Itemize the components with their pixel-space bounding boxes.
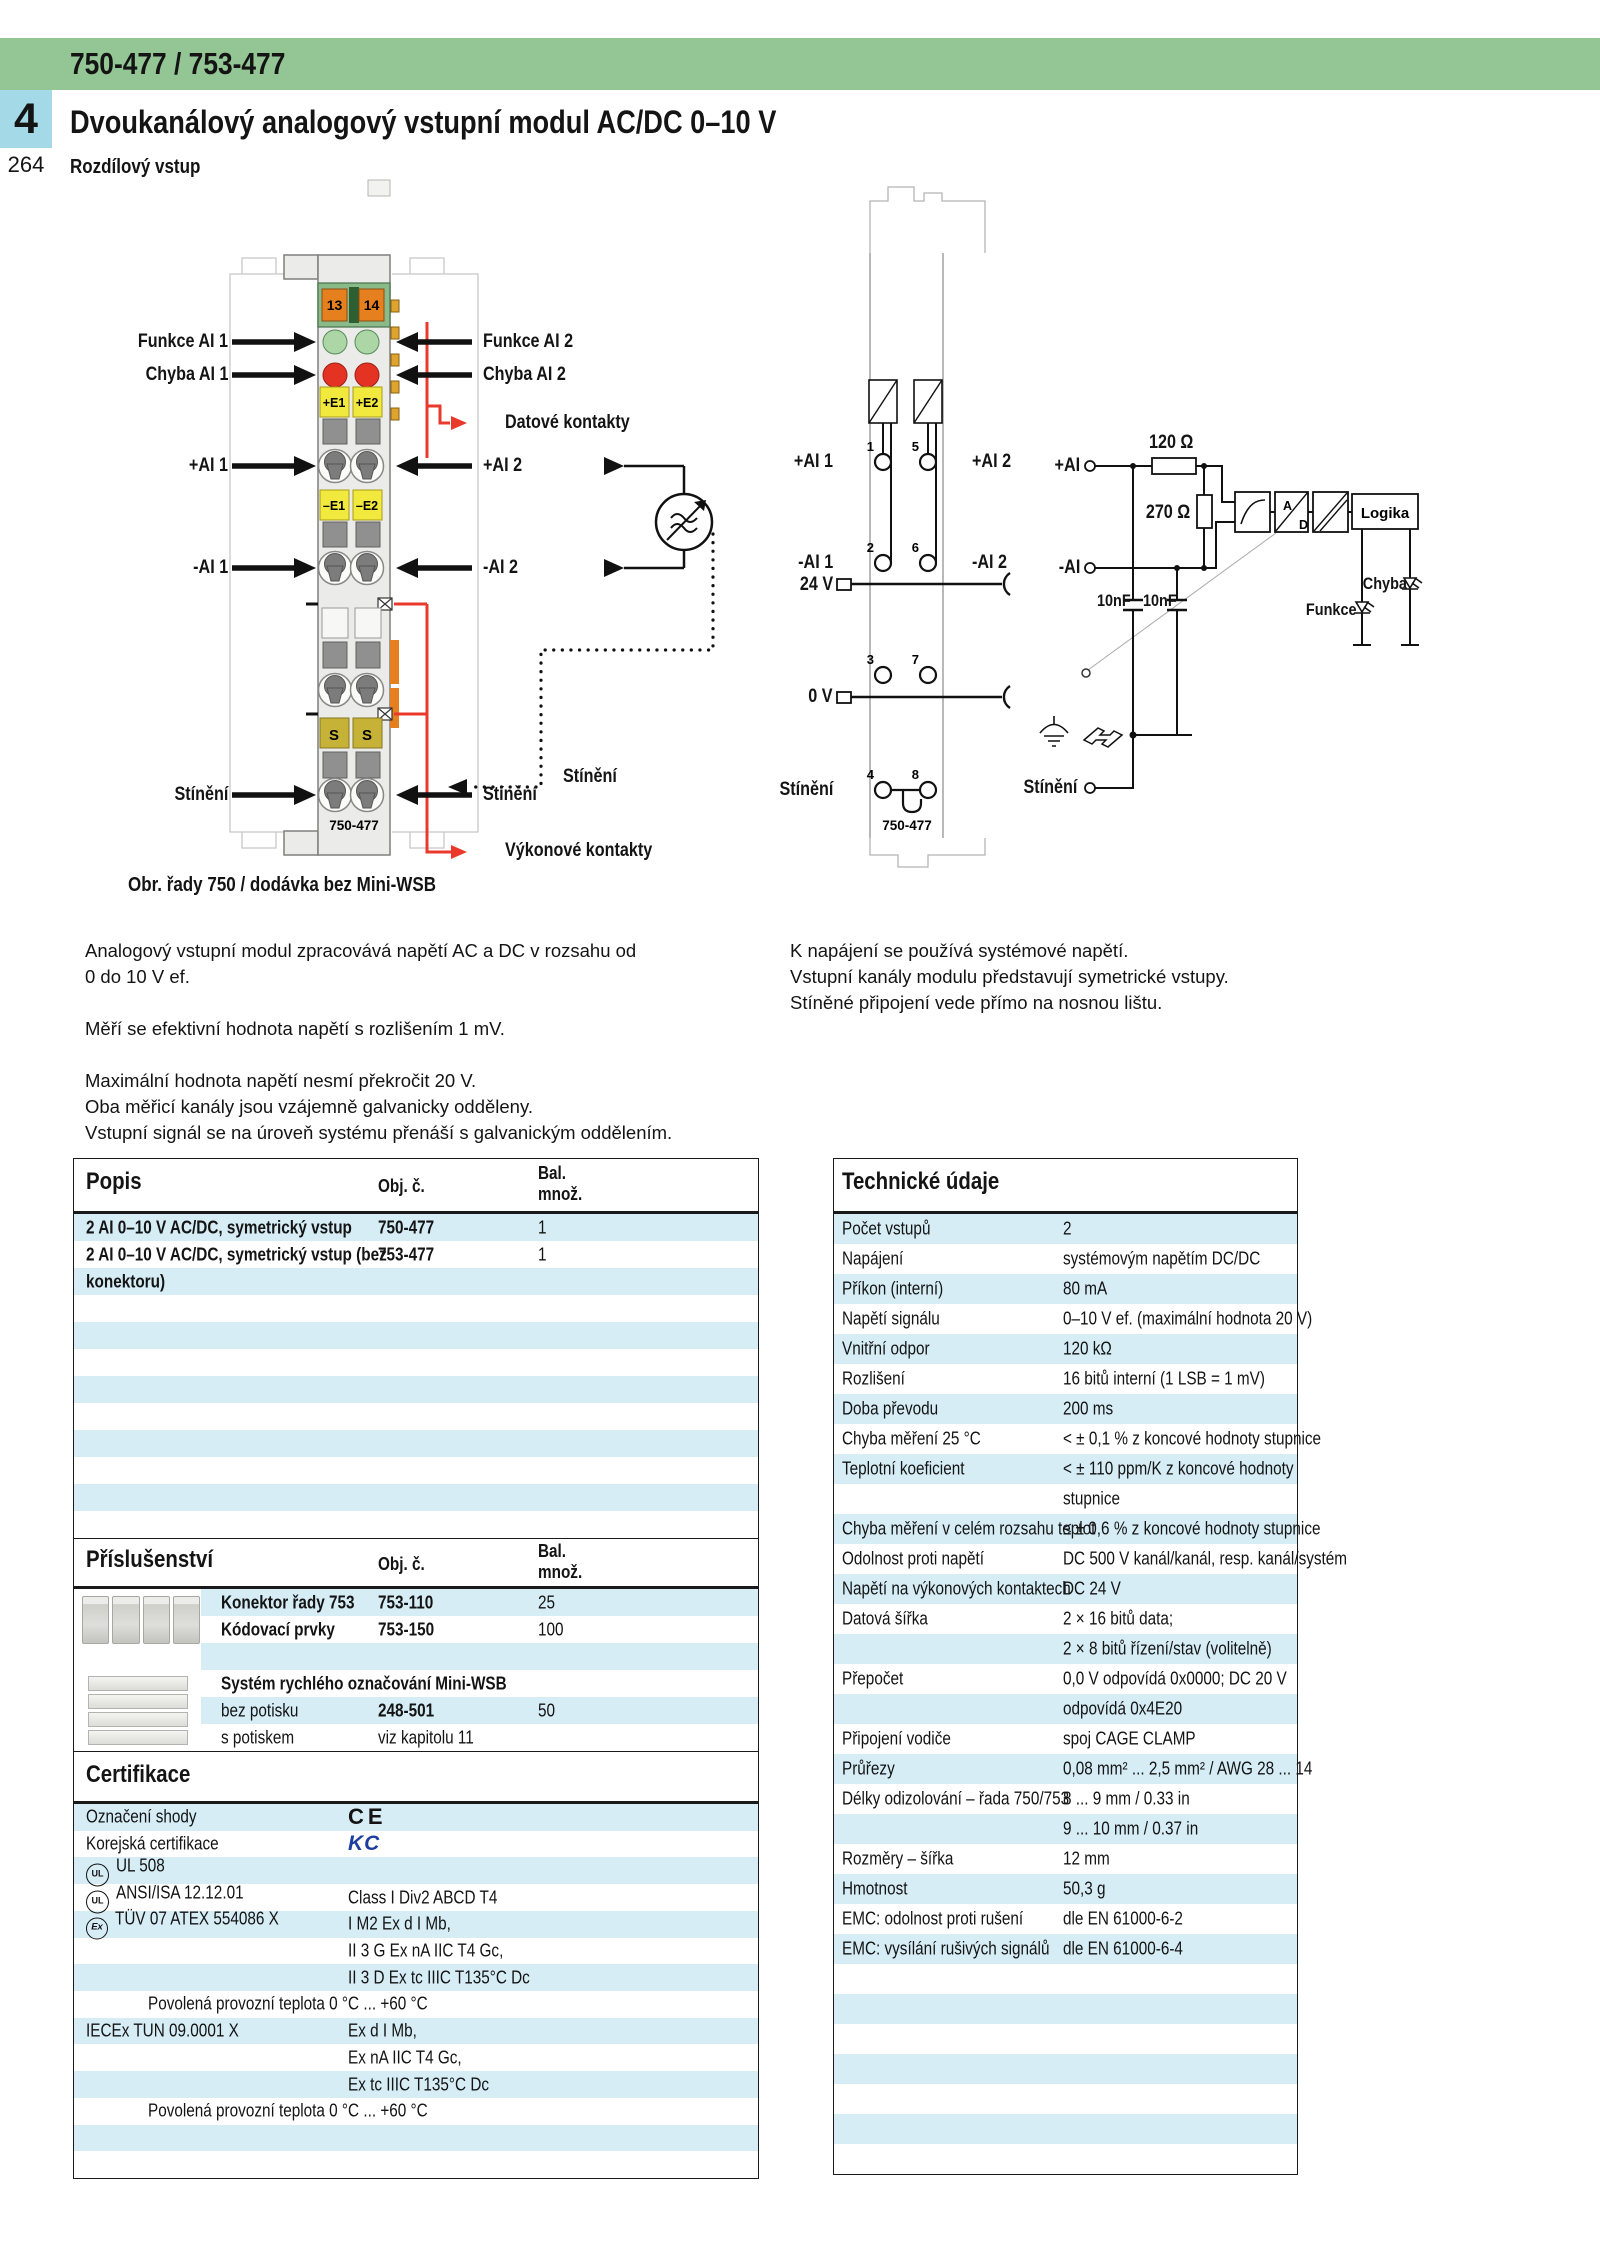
ul-icon: UL [86, 1863, 109, 1886]
module-bottom-foot [284, 831, 318, 855]
functional-earth-icon [1040, 716, 1068, 746]
terminal-n1: 1 [866, 439, 874, 454]
table-cell: Teplotní koeficient [842, 1458, 965, 1479]
table-cell: Ex TÜV 07 ATEX 554086 X [86, 1909, 308, 1940]
certification-title: Certifikace [86, 1761, 191, 1788]
label-plus-ai1: +AI 1 [188, 455, 228, 476]
table-cell: Ex tc IIIC T135°C Dc [348, 2074, 490, 2095]
tech-title: Technické údaje [842, 1168, 1000, 1195]
table-cell: viz kapitolu 11 [378, 1727, 474, 1747]
table-cell: I M2 Ex d I Mb, [348, 1913, 451, 1934]
table-cell: 2 AI 0–10 V AC/DC, symetrický vstup (bez [86, 1244, 387, 1264]
table-cell: DC 24 V [1063, 1578, 1121, 1599]
source-arrowhead-top [604, 457, 624, 475]
tech-row [834, 1574, 1297, 1604]
table-cell: Chyba měření v celém rozsahu teplot [842, 1518, 1096, 1539]
table-cell: konektoru) [86, 1271, 166, 1291]
tech-row [834, 1904, 1297, 1934]
filter-block [1235, 492, 1270, 532]
label-plus-ai2: +AI 2 [483, 455, 523, 476]
popis-header [74, 1159, 758, 1214]
switch-contact [1082, 669, 1090, 677]
tech-row [834, 1664, 1297, 1694]
table-cell: stupnice [1063, 1488, 1120, 1509]
popis-row [74, 1484, 758, 1511]
table-cell: 9 ... 10 mm / 0.37 in [1063, 1818, 1199, 1839]
tech-header [834, 1159, 1297, 1214]
row-stripe [201, 1643, 758, 1670]
table-cell: Napájení [842, 1248, 904, 1269]
certification-row [74, 2125, 758, 2152]
popis-row [74, 1214, 758, 1241]
label-datove-kontakty: Datové kontakty [505, 412, 630, 433]
table-cell: EMC: vysílání rušivých signálů [842, 1938, 1050, 1959]
table-cell: ≤ ± 0,6 % z koncové hodnoty stupnice [1063, 1518, 1321, 1539]
supply-24v-pin [837, 579, 851, 590]
shield-dotted-arrowhead [448, 779, 467, 795]
table-cell: Připojení vodiče [842, 1728, 951, 1749]
certification-row [74, 1908, 758, 1938]
certification-row [74, 1991, 758, 2018]
label-stineni-left: Stínění [174, 784, 228, 805]
table-cell: spoj CAGE CLAMP [1063, 1728, 1196, 1749]
certification-row [74, 2151, 758, 2178]
housing-outline-top [870, 187, 985, 253]
channel-leads [883, 423, 936, 563]
contact-square [356, 752, 380, 778]
terminal-n7: 7 [911, 652, 919, 667]
table-cell: Hmotnost [842, 1878, 908, 1899]
label-funkce-ai1: Funkce AI 1 [137, 331, 228, 352]
table-cell: Vnitřní odpor [842, 1338, 930, 1359]
popis-rows [74, 1214, 758, 1538]
table-cell: II 3 D Ex tc IIIC T135°C Dc [348, 1967, 530, 1988]
product-code: 750-477 / 753-477 [70, 46, 286, 81]
wiring-label-stineni: Stínění [779, 779, 833, 800]
popis-row [74, 1403, 758, 1430]
table-cell: Ex d I Mb, [348, 2020, 417, 2041]
module-code: 750-477 [329, 818, 379, 833]
table-cell: 80 mA [1063, 1278, 1108, 1299]
table-cell: 753-110 [378, 1592, 434, 1612]
tech-row [834, 1214, 1297, 1244]
tech-row [834, 1694, 1297, 1724]
label-chyba-ai2: Chyba AI 2 [483, 364, 566, 385]
popis-row [74, 1268, 758, 1295]
marker-pe1-label: +E1 [322, 396, 346, 410]
certification-row [74, 2098, 758, 2125]
popis-row [74, 1457, 758, 1484]
wiring-label-0v: 0 V [808, 686, 833, 707]
table-cell: 120 kΩ [1063, 1338, 1112, 1359]
table-cell: 0,0 V odpovídá 0x0000; DC 20 V [1063, 1668, 1287, 1689]
table-cell: Datová šířka [842, 1608, 928, 1629]
source-figure [420, 430, 780, 810]
table-cell: Průřezy [842, 1758, 895, 1779]
tech-row [834, 1484, 1297, 1514]
chapter-tab: 4 [0, 90, 52, 148]
contact-square [356, 642, 380, 668]
source-wires [624, 466, 684, 568]
certification-row [74, 1884, 758, 1911]
tech-row [834, 1844, 1297, 1874]
certification-row [74, 2071, 758, 2098]
label-minus-ai1: -AI 1 [192, 557, 228, 578]
contact-square [323, 752, 347, 778]
intro-paragraph-2: Měří se efektivní hodnota napětí s rozlišením 1 mV. [85, 1018, 505, 1039]
table-cell: dle EN 61000-6-2 [1063, 1908, 1183, 1929]
blank-square [322, 608, 348, 638]
table-cell: Chyba měření 25 °C [842, 1428, 981, 1449]
tech-row [834, 1544, 1348, 1574]
wiring-module-code: 750-477 [882, 818, 932, 833]
certification-row [74, 2044, 758, 2071]
popis-row [74, 1349, 758, 1376]
certification-header [74, 1751, 758, 1804]
popis-row [74, 1241, 758, 1268]
table-cell: 16 bitů interní (1 LSB = 1 mV) [1063, 1368, 1265, 1389]
photo-mini-wsb [88, 1676, 188, 1746]
table-cell: Kódovací prvky [221, 1619, 335, 1639]
popis-row [74, 1295, 758, 1322]
shield-terminal [1085, 783, 1095, 793]
data-contacts-arrowhead [451, 416, 467, 430]
photo-connector-753 [82, 1592, 200, 1644]
schematic-label-minus-ai: -AI [1058, 557, 1080, 578]
table-cell: 750-477 [378, 1217, 435, 1237]
intro-paragraph-3: Maximální hodnota napětí nesmí překročit 20 V. Oba měřicí kanály jsou vzájemně galvanicky odděleny. Vstupní signál se na úroveň systému přenáší s galvanickým oddělením. [85, 1070, 673, 1143]
label-vykonove-kontakty: Výkonové kontakty [505, 840, 653, 861]
blank-square [355, 608, 381, 638]
table-cell: Rozměry – šířka [842, 1848, 954, 1869]
table-cell: Označení shody [86, 1806, 197, 1827]
tech-row [834, 1394, 1297, 1424]
table-cell: 2 [1063, 1218, 1072, 1239]
wiring-label-plus-ai2: +AI 2 [972, 451, 1012, 472]
certification-row [74, 2018, 758, 2045]
atex-ex-icon: Ex [86, 1918, 108, 1940]
schematic-label-plus-ai: +AI [1054, 455, 1080, 476]
tech-row [834, 1724, 1297, 1754]
contact-square [356, 522, 380, 547]
table-cell: 2 × 8 bitů řízení/stav (volitelně) [1063, 1638, 1272, 1659]
terminal-circles [875, 454, 936, 798]
popis-col-qty: Bal. množ. [538, 1163, 583, 1204]
table-cell: Doba převodu [842, 1398, 939, 1419]
schematic-figure [1020, 430, 1450, 800]
certification-row [74, 1857, 758, 1884]
marker-s2-label: S [361, 727, 373, 744]
page-subtitle: Rozdílový vstup [70, 156, 201, 178]
wiring-label-minus-ai2: -AI 2 [972, 552, 1008, 573]
page-title: Dvoukanálový analogový vstupní modul AC/DC 0–10 V [70, 104, 777, 140]
label-stineni-dotted: Stínění [563, 766, 617, 787]
tech-table [833, 1158, 1348, 2175]
certification-row [74, 1831, 758, 1858]
popis-row [74, 1511, 758, 1538]
power-contacts-arrowhead [451, 845, 467, 859]
led-function-ai2 [355, 330, 379, 354]
marker-me2-label: –E2 [355, 499, 379, 513]
table-cell: s potiskem [221, 1727, 295, 1747]
tech-row [834, 2114, 1297, 2144]
minus-ai-terminal [1085, 563, 1095, 573]
tech-row [834, 1514, 1321, 1544]
led-error-ai2 [355, 363, 379, 387]
popis-title: Popis [86, 1168, 142, 1195]
tech-row [834, 2054, 1297, 2084]
label-cap2: 10nF [1143, 591, 1177, 610]
ad-a-label: A [1283, 499, 1293, 513]
wiring-label-minus-ai1: -AI 1 [797, 552, 833, 573]
tech-row [834, 2024, 1297, 2054]
module-top-foot [284, 255, 318, 279]
led-error-ai1 [323, 363, 347, 387]
wiring-label-24v: 24 V [799, 574, 833, 595]
contact-square [323, 642, 347, 668]
tech-row [834, 1334, 1297, 1364]
ce-mark: CE [348, 1804, 387, 1830]
label-funkce-ai2: Funkce AI 2 [483, 331, 574, 352]
tech-row [834, 1814, 1297, 1844]
logic-label: Logika [1360, 505, 1410, 522]
table-cell: 100 [538, 1619, 564, 1639]
housing-outline-bottom [870, 838, 985, 867]
table-cell: Povolená provozní teplota 0 °C ... +60 °C [148, 1993, 428, 2014]
shield-bridge [891, 790, 921, 812]
table-cell: 2 × 16 bitů data; [1063, 1608, 1174, 1629]
accessories-col-obj: Obj. č. [378, 1554, 425, 1574]
tech-row [834, 1634, 1297, 1664]
accessories-rows [74, 1589, 758, 1751]
label-cap1: 10nF [1097, 591, 1131, 610]
side-latch [390, 640, 399, 684]
table-cell: Povolená provozní teplota 0 °C ... +60 °C [148, 2100, 428, 2121]
terminal-13-label: 13 [326, 297, 343, 313]
label-resistor-270: 270 Ω [1145, 502, 1190, 523]
variable-arrow [667, 504, 702, 540]
terminal-n4: 4 [866, 767, 874, 782]
certification-row [74, 1964, 758, 1991]
table-cell: 753-477 [378, 1244, 435, 1264]
terminal-14-label: 14 [363, 297, 380, 313]
tech-row [834, 1604, 1297, 1634]
label-chyba-led: Chyba [1362, 574, 1407, 593]
accessories-title: Příslušenství [86, 1546, 213, 1573]
resistor-120 [1152, 458, 1196, 474]
table-cell: Class I Div2 ABCD T4 [348, 1887, 498, 1908]
resistor-270 [1197, 495, 1212, 528]
led-function-ai1 [323, 330, 347, 354]
tech-row [834, 1244, 1297, 1274]
table-cell: UL UL 508 [86, 1855, 173, 1886]
table-cell: Počet vstupů [842, 1218, 931, 1239]
table-cell: odpovídá 0x4E20 [1063, 1698, 1183, 1719]
popis-row [74, 1430, 758, 1457]
table-cell: Napětí na výkonových kontaktech [842, 1578, 1071, 1599]
table-cell: Konektor řady 753 [221, 1592, 355, 1612]
tech-row [834, 2144, 1297, 2174]
intro-paragraph-1: Analogový vstupní modul zpracovává napětí AC a DC v rozsahu od 0 do 10 V ef. [85, 940, 637, 987]
table-cell: 1 [538, 1244, 547, 1264]
table-cell: Systém rychlého označování Mini-WSB [221, 1673, 507, 1693]
table-cell: Ex nA IIC T4 Gc, [348, 2047, 462, 2068]
terminal-n2: 2 [866, 540, 874, 555]
table-cell: 1 [538, 1217, 547, 1237]
table-cell: Odolnost proti napětí [842, 1548, 985, 1569]
terminal-n8: 8 [911, 767, 919, 782]
schematic-label-stineni: Stínění [1023, 777, 1077, 798]
figure-caption: Obr. řady 750 / dodávka bez Mini-WSB [128, 874, 436, 896]
marker-me1-label: –E1 [322, 499, 346, 513]
marker-s1-label: S [328, 727, 340, 744]
accessories-header [74, 1538, 758, 1589]
table-cell: bez potisku [221, 1700, 299, 1720]
din-rail-icon [1084, 728, 1122, 747]
accessories-col-qty: Bal. množ. [538, 1541, 583, 1582]
terminal-n6: 6 [911, 540, 919, 555]
table-cell: Příkon (interní) [842, 1278, 944, 1299]
supply-0v-tap [1004, 686, 1010, 708]
data-contact-pins [391, 300, 399, 420]
bus-tab [368, 180, 390, 196]
tech-row [834, 1964, 1297, 1994]
tech-rows [834, 1214, 1348, 2174]
plus-ai-terminal [1085, 461, 1095, 471]
tech-row [834, 1874, 1297, 1904]
tech-row [834, 1304, 1313, 1334]
terminal-n5: 5 [911, 439, 919, 454]
left-tables-container [73, 1158, 759, 2179]
table-cell: dle EN 61000-6-4 [1063, 1938, 1183, 1959]
wiring-label-plus-ai1: +AI 1 [793, 451, 833, 472]
table-cell: Rozlišení [842, 1368, 905, 1389]
popis-row [74, 1322, 758, 1349]
table-cell: 12 mm [1063, 1848, 1110, 1869]
marker-pe2-label: +E2 [355, 396, 379, 410]
contact-square [323, 522, 347, 547]
label-minus-ai2: -AI 2 [483, 557, 519, 578]
table-cell: 0–10 V ef. (maximální hodnota 20 V) [1063, 1308, 1313, 1329]
certification-rows [74, 1804, 758, 2178]
contact-square [323, 419, 347, 444]
tech-row [834, 1454, 1297, 1484]
certification-row [74, 1804, 758, 1831]
contact-square [356, 419, 380, 444]
label-funkce-led: Funkce [1306, 600, 1357, 619]
table-cell: 50,3 g [1063, 1878, 1106, 1899]
intro-paragraph-right: K napájení se používá systémové napětí. Vstupní kanály modulu představují symetrické vstupy. Stíněné připojení vede přímo na nosnou lištu. [790, 940, 1229, 1013]
table-cell: II 3 G Ex nA IIC T4 Gc, [348, 1940, 504, 1961]
tech-row [834, 1754, 1313, 1784]
table-cell: systémovým napětím DC/DC [1063, 1248, 1261, 1269]
tech-row [834, 1364, 1297, 1394]
label-stineni-right: Stínění [483, 784, 537, 805]
ad-d-label: D [1299, 518, 1309, 532]
ul-icon: UL [86, 1890, 109, 1913]
tech-row [834, 1424, 1322, 1454]
label-resistor-120: 120 Ω [1148, 432, 1194, 453]
table-cell: 2 AI 0–10 V AC/DC, symetrický vstup [86, 1217, 352, 1237]
certification-row [74, 1938, 758, 1965]
terminal-n3: 3 [866, 652, 874, 667]
source-arrowhead-bottom [604, 559, 624, 577]
header-bar [0, 38, 1600, 90]
table-cell: EMC: odolnost proti rušení [842, 1908, 1024, 1929]
table-cell: < ± 110 ppm/K z koncové hodnoty [1063, 1458, 1294, 1479]
table-cell: 8 ... 9 mm / 0.33 in [1063, 1788, 1190, 1809]
table-cell: < ± 0,1 % z koncové hodnoty stupnice [1063, 1428, 1322, 1449]
table-cell: Délky odizolování – řada 750/753 [842, 1788, 1070, 1809]
table-cell: 248-501 [378, 1700, 435, 1720]
table-cell: Korejská certifikace [86, 1833, 219, 1854]
tech-row [834, 1784, 1297, 1814]
table-cell: 200 ms [1063, 1398, 1114, 1419]
page-number: 264 [7, 152, 45, 177]
kc-mark: KC [348, 1832, 381, 1856]
popis-row [74, 1376, 758, 1403]
connector-slot [349, 287, 359, 323]
tech-row [834, 1934, 1297, 1964]
table-cell: 50 [538, 1700, 556, 1720]
table-cell: IECEx TUN 09.0001 X [86, 2020, 239, 2041]
table-cell: Přepočet [842, 1668, 904, 1689]
table-cell: Napětí signálu [842, 1308, 940, 1329]
tech-row [834, 2084, 1297, 2114]
accessory-row [74, 1643, 758, 1670]
table-cell: UL ANSI/ISA 12.12.01 [86, 1882, 266, 1913]
function-led-symbol [1354, 602, 1374, 613]
popis-col-obj: Obj. č. [378, 1176, 425, 1196]
tech-row [834, 1274, 1297, 1304]
table-cell: DC 500 V kanál/kanál, resp. kanál/systém [1063, 1548, 1348, 1569]
table-cell: 25 [538, 1592, 556, 1612]
table-cell: 0,08 mm² ... 2,5 mm² / AWG 28 ... 14 [1063, 1758, 1313, 1779]
supply-0v-pin [837, 692, 851, 703]
table-cell: 753-150 [378, 1619, 435, 1639]
label-chyba-ai1: Chyba AI 1 [145, 364, 228, 385]
tech-row [834, 1994, 1297, 2024]
